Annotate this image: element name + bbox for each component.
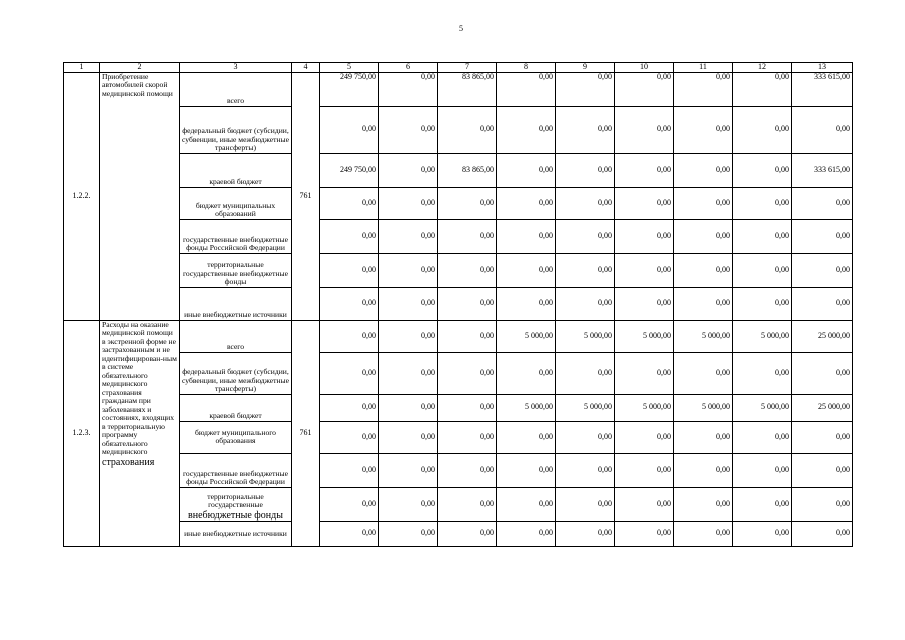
amount-cell: 0,00	[438, 320, 497, 352]
amount-cell: 0,00	[556, 487, 615, 521]
item-name-text: Расходы на оказание медицинской помощи в экстренной форме не застрахованным и не идентифицирован-ным в системе обязательного медицинского страхования гражданам при заболеваниях и состояниях, входящих в территориальную программу обязательного медицинского	[102, 320, 177, 457]
column-header: 10	[615, 63, 674, 73]
table-row	[64, 421, 853, 453]
amount-cell: 0,00	[733, 287, 792, 320]
funding-source: иные внебюджетные источники	[180, 521, 292, 546]
table-row	[64, 153, 853, 187]
column-header: 2	[100, 63, 180, 73]
amount-cell: 0,00	[379, 187, 438, 219]
table-row	[64, 187, 853, 219]
amount-cell: 0,00	[438, 187, 497, 219]
item-code: 1.2.2.	[64, 72, 100, 320]
amount-cell: 0,00	[379, 72, 438, 106]
amount-cell: 0,00	[320, 287, 379, 320]
column-header: 1	[64, 63, 100, 73]
amount-cell: 0,00	[556, 153, 615, 187]
amount-cell: 249 750,00	[320, 72, 379, 106]
item-code: 1.2.3.	[64, 320, 100, 546]
funding-source: всего	[180, 320, 292, 352]
column-header: 12	[733, 63, 792, 73]
amount-cell: 0,00	[438, 106, 497, 153]
amount-cell: 5 000,00	[733, 394, 792, 421]
amount-cell: 0,00	[674, 487, 733, 521]
table-row	[64, 72, 853, 106]
table-row	[64, 521, 853, 546]
amount-cell: 0,00	[615, 521, 674, 546]
amount-cell: 0,00	[556, 421, 615, 453]
amount-cell: 0,00	[733, 219, 792, 253]
funding-source: государственные внебюджетные фонды Российской Федерации	[180, 219, 292, 253]
funding-source: иные внебюджетные источники	[180, 287, 292, 320]
amount-cell: 0,00	[497, 352, 556, 394]
amount-cell: 0,00	[497, 521, 556, 546]
amount-cell: 0,00	[615, 187, 674, 219]
funding-source-tail: внебюджетные фонды	[188, 509, 283, 521]
amount-cell: 333 615,00	[792, 153, 853, 187]
amount-cell: 0,00	[615, 72, 674, 106]
amount-cell: 0,00	[792, 187, 853, 219]
table-row	[64, 453, 853, 487]
funding-source	[180, 487, 292, 521]
amount-cell: 0,00	[733, 453, 792, 487]
amount-cell: 5 000,00	[556, 394, 615, 421]
amount-cell: 0,00	[792, 287, 853, 320]
amount-cell: 0,00	[556, 72, 615, 106]
amount-cell: 0,00	[379, 394, 438, 421]
amount-cell: 0,00	[379, 219, 438, 253]
amount-cell: 0,00	[379, 453, 438, 487]
amount-cell: 0,00	[674, 72, 733, 106]
amount-cell: 0,00	[674, 287, 733, 320]
column-header: 11	[674, 63, 733, 73]
amount-cell: 0,00	[733, 487, 792, 521]
amount-cell: 0,00	[497, 453, 556, 487]
amount-cell: 0,00	[438, 453, 497, 487]
amount-cell: 0,00	[556, 219, 615, 253]
funding-source: краевой бюджет	[180, 394, 292, 421]
amount-cell: 0,00	[733, 521, 792, 546]
amount-cell: 0,00	[320, 352, 379, 394]
amount-cell: 0,00	[615, 352, 674, 394]
amount-cell: 83 865,00	[438, 72, 497, 106]
table-row	[64, 394, 853, 421]
table-row	[64, 352, 853, 394]
amount-cell: 0,00	[556, 521, 615, 546]
funding-source: государственные внебюджетные фонды Российской Федерации	[180, 453, 292, 487]
amount-cell: 0,00	[792, 352, 853, 394]
amount-cell: 0,00	[733, 253, 792, 287]
amount-cell: 0,00	[379, 421, 438, 453]
amount-cell: 0,00	[792, 453, 853, 487]
amount-cell: 0,00	[438, 253, 497, 287]
amount-cell: 0,00	[438, 421, 497, 453]
amount-cell: 5 000,00	[497, 320, 556, 352]
amount-cell: 5 000,00	[615, 320, 674, 352]
amount-cell: 0,00	[497, 219, 556, 253]
amount-cell: 249 750,00	[320, 153, 379, 187]
amount-cell: 0,00	[792, 421, 853, 453]
amount-cell: 5 000,00	[674, 320, 733, 352]
amount-cell: 0,00	[438, 394, 497, 421]
amount-cell: 0,00	[556, 187, 615, 219]
amount-cell: 0,00	[674, 253, 733, 287]
funding-source: территориальные государственные внебюджетные фонды	[180, 253, 292, 287]
amount-cell: 0,00	[733, 72, 792, 106]
table-row	[64, 219, 853, 253]
amount-cell: 5 000,00	[497, 394, 556, 421]
funding-source: бюджет муниципального образования	[180, 421, 292, 453]
column-header: 6	[379, 63, 438, 73]
amount-cell: 0,00	[792, 253, 853, 287]
column-header: 7	[438, 63, 497, 73]
funding-source: федеральный бюджет (субсидии, субвенции, иные межбюджетные трансферты)	[180, 352, 292, 394]
amount-cell: 0,00	[379, 253, 438, 287]
column-header: 13	[792, 63, 853, 73]
amount-cell: 0,00	[320, 521, 379, 546]
table-row	[64, 287, 853, 320]
amount-cell: 0,00	[615, 453, 674, 487]
amount-cell: 0,00	[497, 287, 556, 320]
amount-cell: 0,00	[733, 352, 792, 394]
amount-cell: 0,00	[674, 352, 733, 394]
amount-cell: 0,00	[379, 352, 438, 394]
amount-cell: 0,00	[556, 287, 615, 320]
column-header: 4	[292, 63, 320, 73]
amount-cell: 0,00	[674, 521, 733, 546]
amount-cell: 0,00	[320, 421, 379, 453]
amount-cell: 0,00	[733, 421, 792, 453]
amount-cell: 0,00	[674, 453, 733, 487]
item-name-tail: страхования	[102, 456, 155, 468]
page-number: 5	[459, 24, 463, 33]
column-number-row	[64, 63, 853, 73]
amount-cell: 0,00	[497, 153, 556, 187]
funding-source: федеральный бюджет (субсидии, субвенции, иные межбюджетные трансферты)	[180, 106, 292, 153]
amount-cell: 0,00	[733, 106, 792, 153]
amount-cell: 0,00	[556, 352, 615, 394]
amount-cell: 0,00	[556, 253, 615, 287]
grbs-code: 761	[292, 320, 320, 546]
amount-cell: 0,00	[320, 453, 379, 487]
amount-cell: 0,00	[320, 106, 379, 153]
amount-cell: 0,00	[497, 106, 556, 153]
amount-cell: 5 000,00	[674, 394, 733, 421]
amount-cell: 0,00	[320, 487, 379, 521]
amount-cell: 0,00	[615, 153, 674, 187]
amount-cell: 0,00	[438, 521, 497, 546]
funding-source: всего	[180, 72, 292, 106]
amount-cell: 25 000,00	[792, 320, 853, 352]
amount-cell: 0,00	[615, 287, 674, 320]
amount-cell: 0,00	[792, 521, 853, 546]
column-header: 9	[556, 63, 615, 73]
amount-cell: 0,00	[674, 187, 733, 219]
amount-cell: 0,00	[320, 187, 379, 219]
item-name	[100, 320, 180, 546]
amount-cell: 0,00	[379, 106, 438, 153]
amount-cell: 0,00	[438, 219, 497, 253]
amount-cell: 0,00	[792, 487, 853, 521]
amount-cell: 0,00	[674, 106, 733, 153]
amount-cell: 0,00	[497, 253, 556, 287]
column-header: 5	[320, 63, 379, 73]
amount-cell: 0,00	[379, 487, 438, 521]
amount-cell: 0,00	[379, 320, 438, 352]
amount-cell: 0,00	[556, 453, 615, 487]
amount-cell: 0,00	[379, 287, 438, 320]
amount-cell: 83 865,00	[438, 153, 497, 187]
amount-cell: 0,00	[497, 487, 556, 521]
amount-cell: 0,00	[320, 320, 379, 352]
amount-cell: 0,00	[674, 153, 733, 187]
amount-cell: 0,00	[320, 219, 379, 253]
budget-table	[63, 62, 853, 547]
amount-cell: 0,00	[497, 72, 556, 106]
column-header: 8	[497, 63, 556, 73]
amount-cell: 0,00	[674, 219, 733, 253]
amount-cell: 0,00	[497, 187, 556, 219]
amount-cell: 0,00	[438, 287, 497, 320]
amount-cell: 5 000,00	[733, 320, 792, 352]
column-header: 3	[180, 63, 292, 73]
amount-cell: 0,00	[320, 394, 379, 421]
amount-cell: 0,00	[615, 487, 674, 521]
funding-source-text: территориальные государственные	[207, 491, 264, 510]
amount-cell: 5 000,00	[556, 320, 615, 352]
amount-cell: 0,00	[733, 153, 792, 187]
amount-cell: 0,00	[438, 487, 497, 521]
amount-cell: 0,00	[438, 352, 497, 394]
amount-cell: 0,00	[792, 106, 853, 153]
amount-cell: 0,00	[733, 187, 792, 219]
amount-cell: 0,00	[615, 421, 674, 453]
table-row	[64, 253, 853, 287]
amount-cell: 0,00	[674, 421, 733, 453]
amount-cell: 5 000,00	[615, 394, 674, 421]
item-name: Приобретение автомобилей скорой медицинской помощи	[100, 72, 180, 320]
table-row	[64, 487, 853, 521]
amount-cell: 0,00	[792, 219, 853, 253]
amount-cell: 0,00	[497, 421, 556, 453]
grbs-code: 761	[292, 72, 320, 320]
amount-cell: 333 615,00	[792, 72, 853, 106]
amount-cell: 0,00	[320, 253, 379, 287]
funding-source: бюджет муниципальных образований	[180, 187, 292, 219]
amount-cell: 0,00	[615, 253, 674, 287]
amount-cell: 0,00	[556, 106, 615, 153]
amount-cell: 0,00	[379, 521, 438, 546]
table-row	[64, 106, 853, 153]
amount-cell: 0,00	[379, 153, 438, 187]
amount-cell: 0,00	[615, 219, 674, 253]
amount-cell: 0,00	[615, 106, 674, 153]
table-row	[64, 320, 853, 352]
amount-cell: 25 000,00	[792, 394, 853, 421]
funding-source: краевой бюджет	[180, 153, 292, 187]
